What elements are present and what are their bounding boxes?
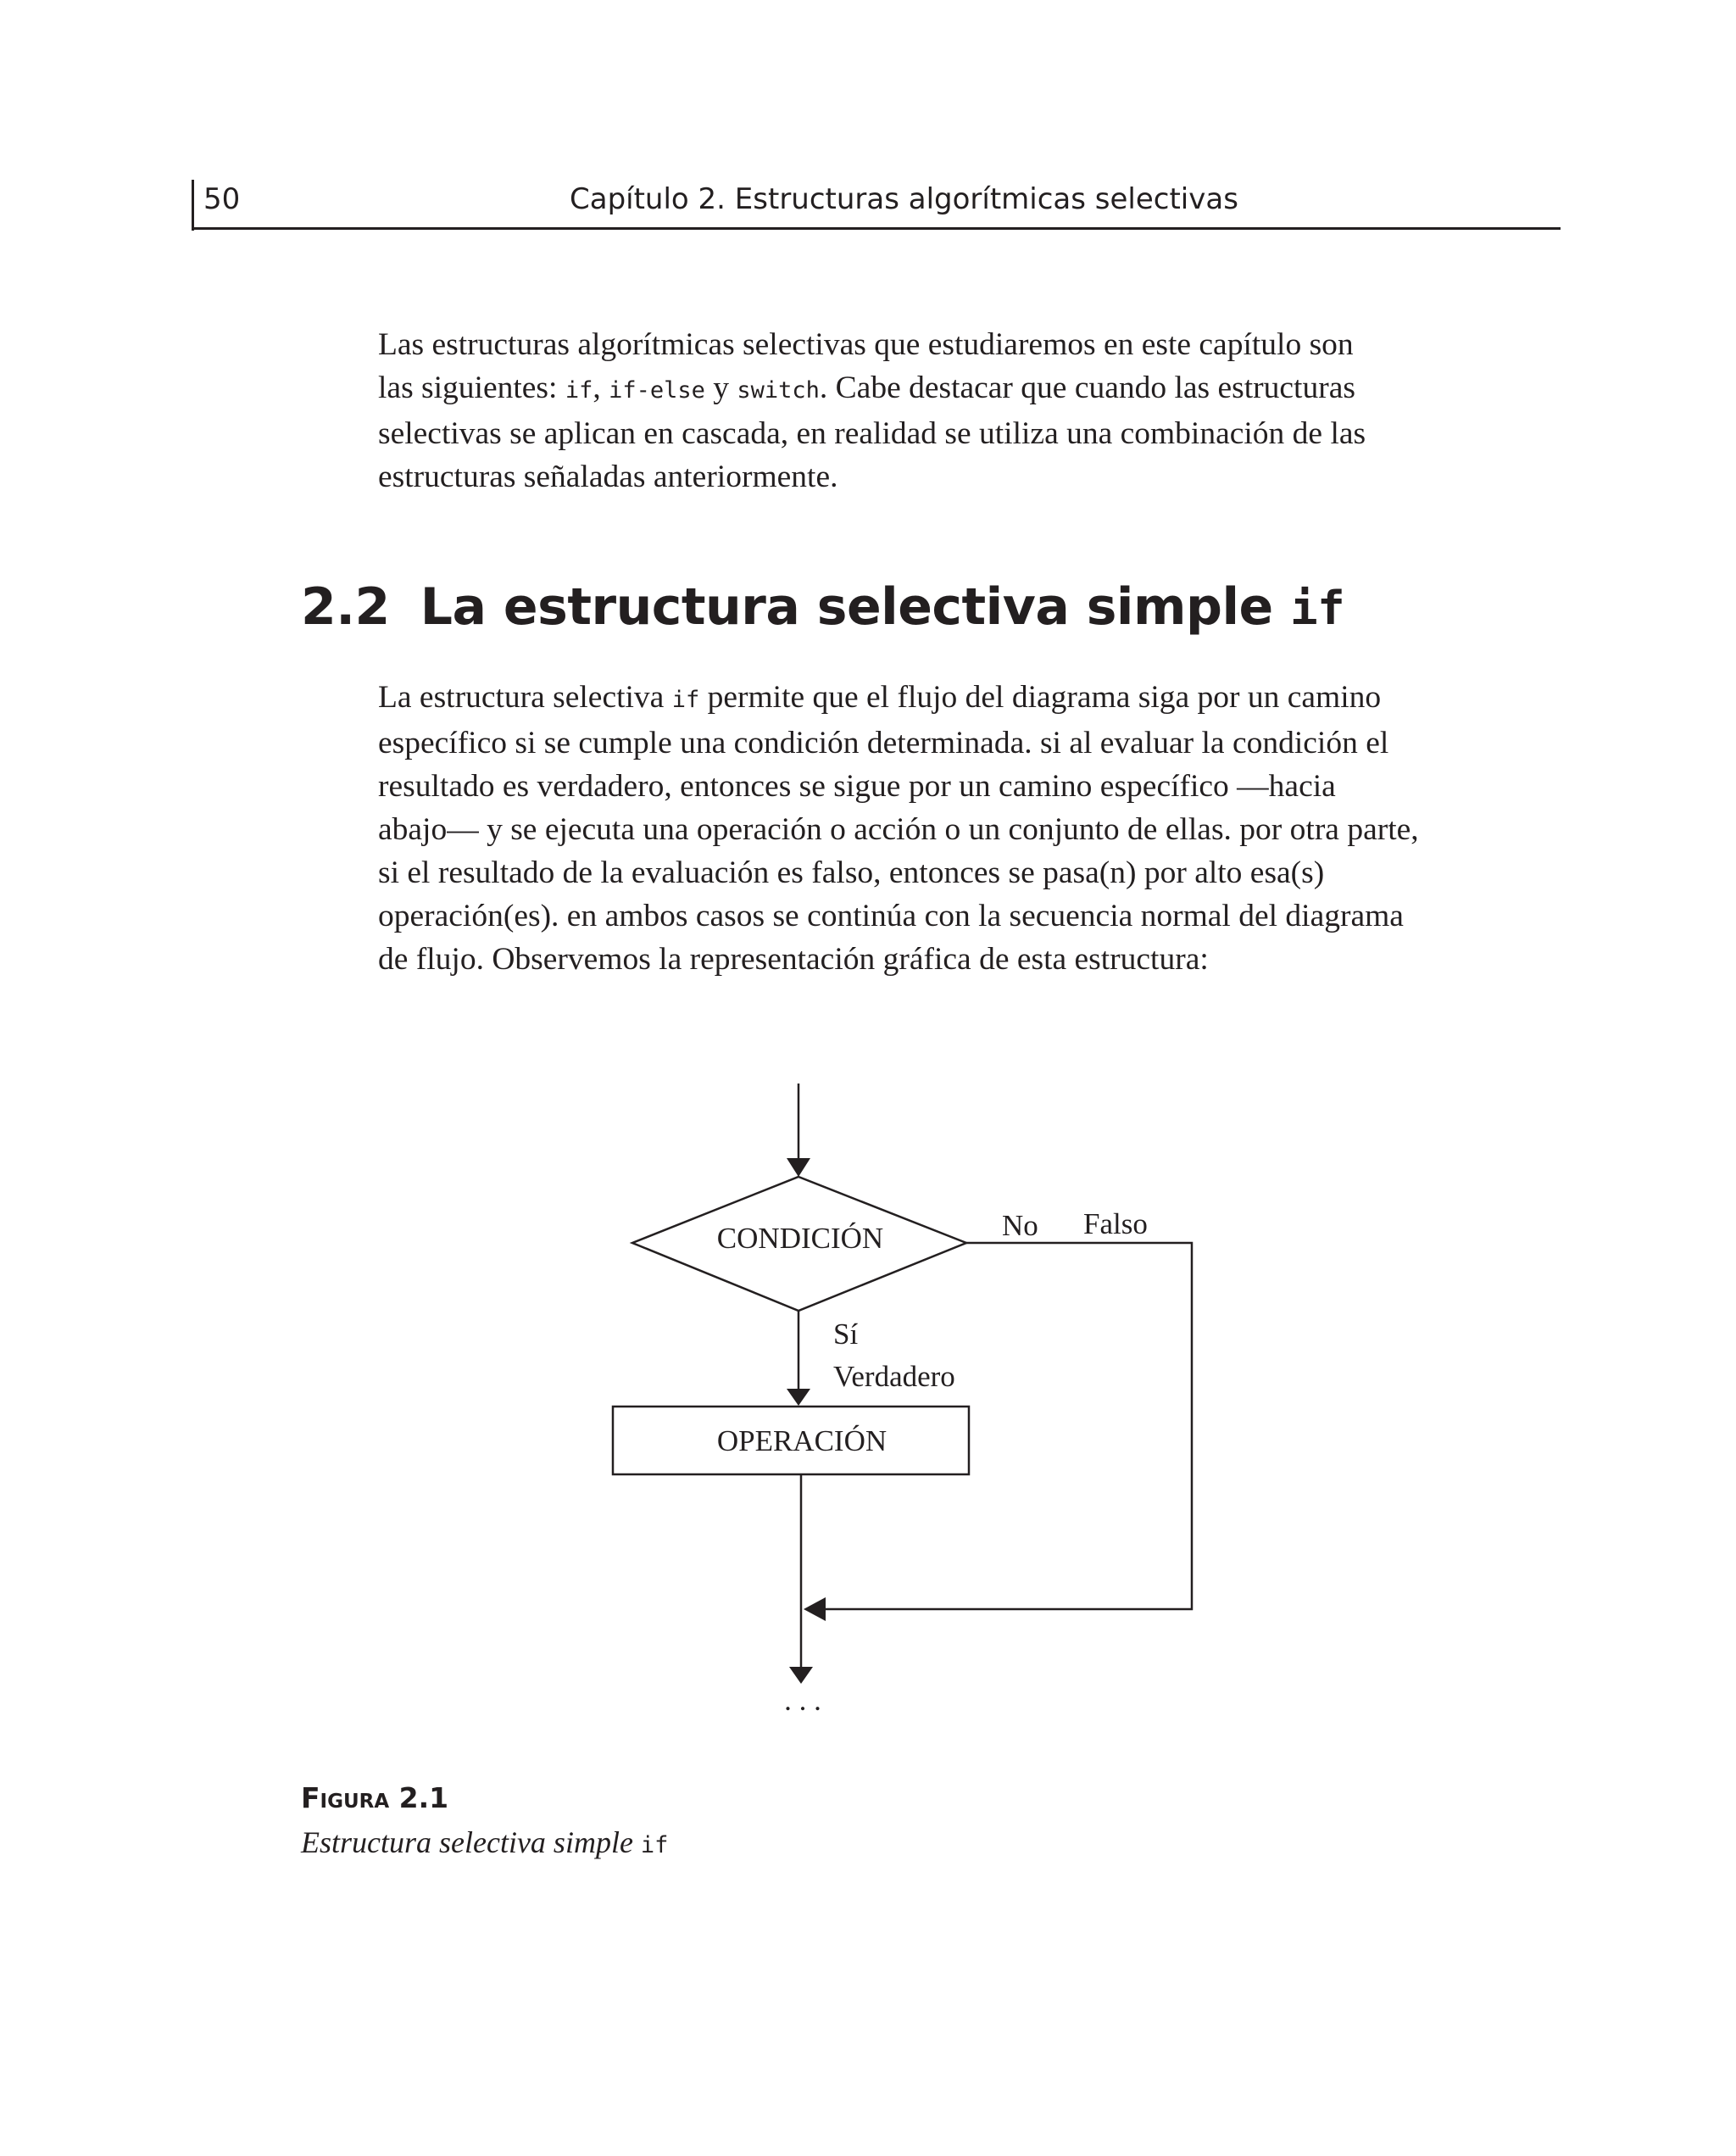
text-line: selectivas se aplican en cascada, en realidad se utiliza una combinación de las <box>378 416 1366 451</box>
figure-caption: Estructura selectiva simple if <box>301 1825 669 1859</box>
true-arrow <box>787 1311 810 1406</box>
text-line: específico si se cumple una condición determinada. si al evaluar la condición el <box>378 726 1389 760</box>
true-label: Verdadero <box>833 1360 955 1393</box>
caption-code: if <box>640 1832 669 1858</box>
false-label: Falso <box>1083 1207 1148 1240</box>
yes-label: Sí <box>833 1318 859 1351</box>
entry-arrow <box>787 1084 810 1177</box>
code-if-else: if-else <box>609 377 705 404</box>
section-number: 2.2 <box>301 577 390 637</box>
section-title-code: if <box>1290 582 1345 635</box>
text-line: operación(es). en ambos casos se continúa con la secuencia normal del diagrama <box>378 899 1404 933</box>
running-title: Capítulo 2. Estructuras algorítmicas selectivas <box>570 182 1238 216</box>
code-switch: switch <box>737 377 820 404</box>
text-line: de flujo. Observemos la representación gráfica de esta estructura: <box>378 942 1209 977</box>
text-line: las siguientes: if, if-else y switch. Cabe destacar que cuando las estructuras <box>378 370 1355 405</box>
code-if: if <box>671 687 700 713</box>
exit-arrow <box>789 1474 813 1684</box>
text-line: resultado es verdadero, entonces se sigue por un camino específico —hacia <box>378 769 1336 804</box>
continuation-dots: . . . <box>784 1684 821 1717</box>
operation-label: OPERACIÓN <box>716 1424 887 1457</box>
code-if: if <box>565 377 593 404</box>
condition-label: CONDICIÓN <box>716 1222 884 1255</box>
text-line: estructuras señaladas anteriormente. <box>378 460 838 494</box>
text-line: si el resultado de la evaluación es falso, entonces se pasa(n) por alto esa(s) <box>378 855 1325 890</box>
no-label: No <box>1002 1209 1038 1242</box>
section-title: La estructura selectiva simple <box>420 577 1291 637</box>
page-number: 50 <box>203 182 241 216</box>
text-line: La estructura selectiva if permite que el flujo del diagrama siga por un camino <box>378 680 1382 715</box>
text-line: abajo— y se ejecuta una operación o acción o un conjunto de ellas. por otra parte, <box>378 812 1419 847</box>
text-line: Las estructuras algorítmicas selectivas que estudiaremos en este capítulo son <box>378 327 1354 362</box>
figure-label: Figura 2.1 <box>301 1781 449 1814</box>
